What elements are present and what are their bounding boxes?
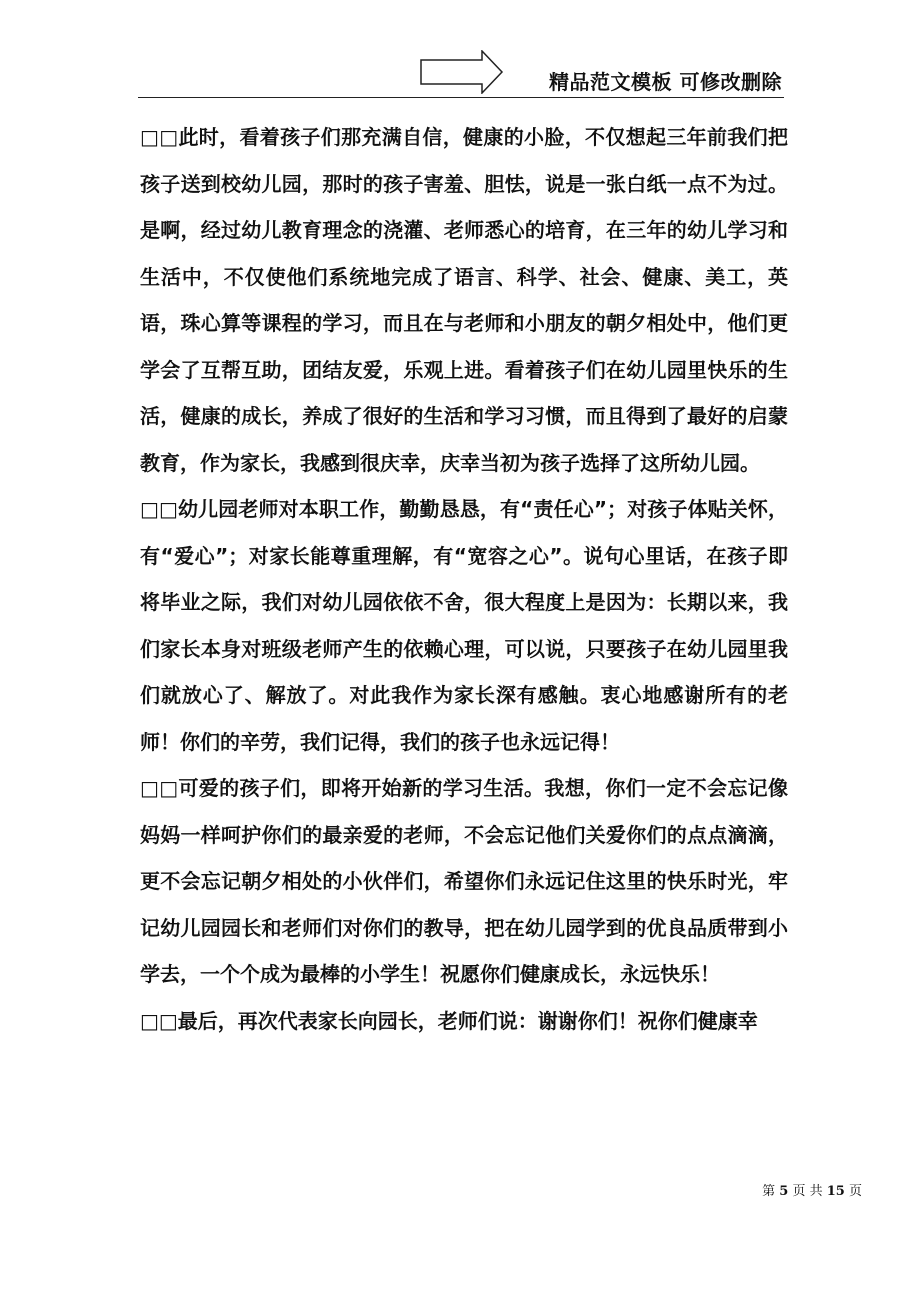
page-number (762, 1180, 862, 1199)
right-arrow-icon (420, 50, 504, 94)
paragraph: □□可爱的孩子们，即将开始新的学习生活。我想，你们一定不会忘记像妈妈一样呵护你们的最亲爱的老师，不会忘记他们关爱你们的点点滴滴，更不会忘记朝夕相处的小伙伴们，希望你们永远记住这里的快乐时光，牢记幼儿园园长和老师们对你们的教导，把在幼儿园学到的优良品质带到小学去，一个个成为最棒的小学生！祝愿你们健康成长，永远快乐！ (140, 776, 788, 986)
page-prefix: 第 (762, 1184, 776, 1199)
total-pages: 15 (826, 1184, 845, 1199)
paragraph: □□幼儿园老师对本职工作，勤勤恳恳，有“责任心”；对孩子体贴关怀，有“爱心”；对家长能尊重理解，有“宽容之心”。说句心里话，在孩子即将毕业之际，我们对幼儿园依依不舍，很大程度上是因为：长期以来，我们家长本身对班级老师产生的依赖心理，可以说，只要孩子在幼儿园里我们就放心了、解放了。对此我作为家长深有感触。衷心地感谢所有的老师！你们的辛劳，我们记得，我们的孩子也永远记得！ (140, 497, 788, 754)
paragraph: □□此时，看着孩子们那充满自信，健康的小脸，不仅想起三年前我们把孩子送到校幼儿园，那时的孩子害羞、胆怯，说是一张白纸一点不为过。是啊，经过幼儿教育理念的浇灌、老师悉心的培育，在三年的幼儿学习和生活中，不仅使他们系统地完成了语言、科学、社会、健康、美工，英语，珠心算等课程的学习，而且在与老师和小朋友的朝夕相处中，他们更学会了互帮互助，团结友爱，乐观上进。看着孩子们在幼儿园里快乐的生活，健康的成长，养成了很好的生活和学习习惯，而且得到了最好的启蒙教育，作为家长，我感到很庆幸，庆幸当初为孩子选择了这所幼儿园。 (140, 125, 788, 475)
page-suffix: 页 (848, 1184, 862, 1199)
document-body (140, 114, 788, 1044)
paragraph: □□最后，再次代表家长向园长，老师们说：谢谢你们！祝你们健康幸 (140, 1008, 758, 1033)
current-page: 5 (779, 1184, 789, 1199)
page-header (138, 48, 784, 98)
page-mid: 页 共 (792, 1184, 823, 1199)
header-title: 精品范文模板 可修改删除 (549, 70, 782, 94)
header-divider (138, 97, 784, 98)
